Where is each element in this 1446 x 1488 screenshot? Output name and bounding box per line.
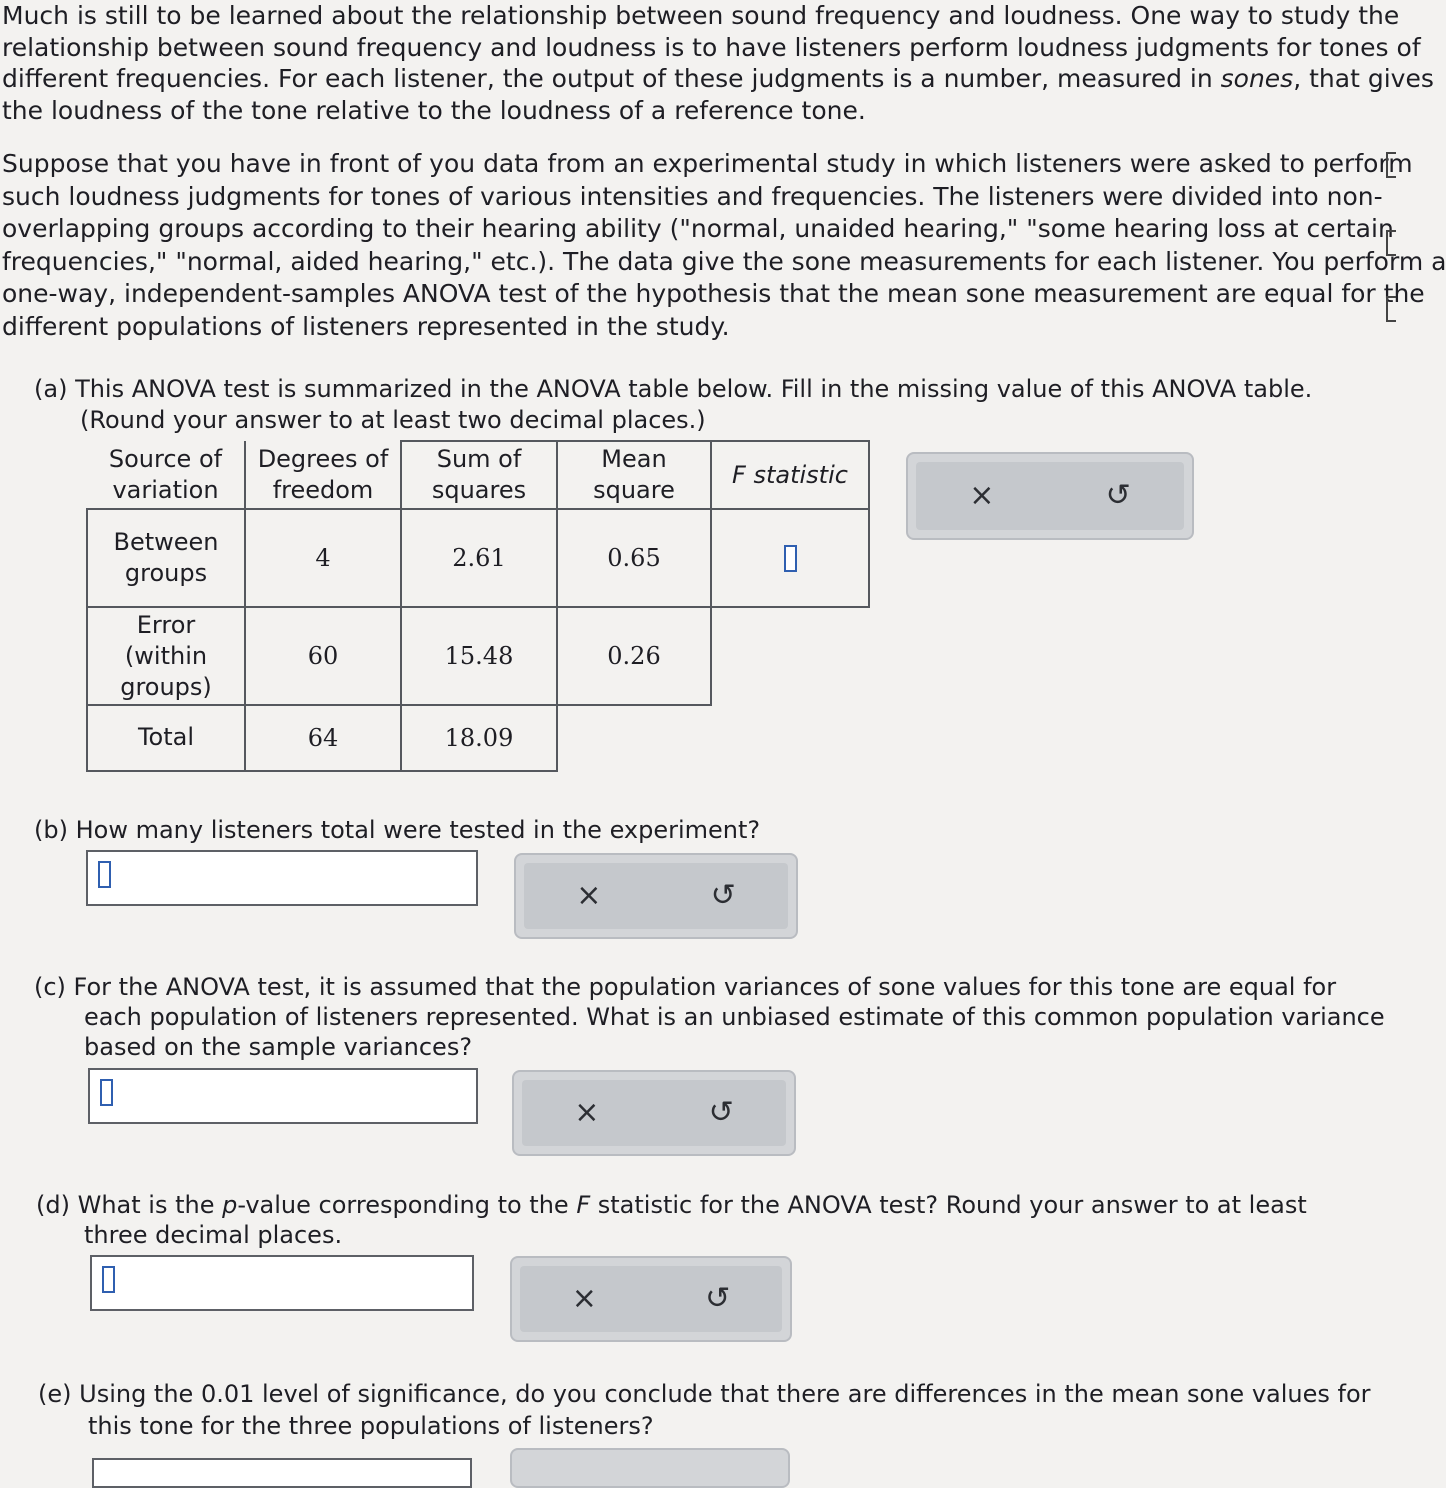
- part-c-toolbar: [512, 1070, 796, 1156]
- part-c-answer-input[interactable]: [88, 1068, 478, 1124]
- part-d-toolbar: [510, 1256, 792, 1342]
- clear-icon[interactable]: ×: [576, 878, 602, 913]
- part-e-question: (e) Using the 0.01 level of significance, do you conclude that there are differences in the mean sone values for this tone for the three populations of listeners?: [38, 1380, 1371, 1440]
- undo-icon[interactable]: ↺: [705, 1281, 731, 1316]
- part-d-answer-input[interactable]: [90, 1255, 474, 1311]
- header-source: Source of variation: [87, 441, 245, 509]
- undo-icon[interactable]: ↺: [708, 1095, 734, 1130]
- f-statistic-input[interactable]: [784, 545, 797, 572]
- part-a-question: (a) This ANOVA test is summarized in the ANOVA table below. Fill in the missing value of this ANOVA table. (Round your answer to at least two decimal places.): [34, 375, 1313, 434]
- table-row-error: [87, 607, 869, 705]
- undo-icon[interactable]: ↺: [710, 878, 736, 913]
- part-a-toolbar: [906, 452, 1194, 540]
- table-row-total: [87, 705, 869, 771]
- setup-paragraph: Suppose that you have in front of you data from an experimental study in which listeners were asked to perform such loudness judgments for tones of various intensities and frequencies. The listeners were divided into non- overlapping groups according to their hearing ability ("normal, unaided hearing," "some hearing loss at certain frequencies," "normal, aided hearing," etc.). The data give the sone measurements for each listener. You perform a one-way, independent-samples ANOVA test of the hypothesis that the mean sone measurement are equal for the different populations of listeners represented in the study.: [2, 149, 1446, 341]
- part-d-question: (d) What is the p-value corresponding to the F statistic for the ANOVA test? Round your answer to at least three decimal places.: [36, 1191, 1307, 1249]
- clear-icon[interactable]: ×: [969, 478, 995, 513]
- row-label: Error (within groups): [87, 607, 245, 705]
- row-label: Between groups: [87, 509, 245, 607]
- part-b-answer-input[interactable]: [86, 850, 478, 906]
- clear-icon[interactable]: ×: [571, 1281, 597, 1316]
- cell-df: 60: [245, 607, 401, 705]
- header-ms: Mean square: [557, 441, 711, 509]
- cell-ms: 0.65: [557, 509, 711, 607]
- part-b-toolbar: [514, 853, 798, 939]
- edge-bracket: [1386, 152, 1396, 178]
- cell-df: 4: [245, 509, 401, 607]
- cell-df: 64: [245, 705, 401, 771]
- header-f: F statistic: [711, 441, 869, 509]
- part-e-answer-input[interactable]: [92, 1458, 472, 1488]
- text-cursor: [98, 861, 111, 888]
- f-statistic-input-cell[interactable]: [711, 509, 869, 607]
- cell-ss: 2.61: [401, 509, 557, 607]
- intro-paragraph: Much is still to be learned about the relationship between sound frequency and loudness. One way to study the relationship between sound frequency and loudness is to have listeners perform loudness judgments for tones of different frequencies. For each listener, the output of these judgments is a number, measured in sones, that gives the loudness of the tone relative to the loudness of a reference tone.: [2, 1, 1434, 125]
- anova-table: [86, 440, 870, 772]
- part-e-toolbar: [510, 1448, 790, 1488]
- header-ss: Sum of squares: [401, 441, 557, 509]
- edge-bracket: [1386, 230, 1396, 256]
- cell-ms: 0.26: [557, 607, 711, 705]
- text-cursor: [102, 1266, 115, 1293]
- header-df: Degrees of freedom: [245, 441, 401, 509]
- table-row-between: [87, 509, 869, 607]
- clear-icon[interactable]: ×: [574, 1095, 600, 1130]
- edge-bracket: [1386, 296, 1396, 322]
- undo-icon[interactable]: ↺: [1105, 478, 1131, 513]
- text-cursor: [100, 1079, 113, 1106]
- cell-ss: 18.09: [401, 705, 557, 771]
- cell-ss: 15.48: [401, 607, 557, 705]
- row-label: Total: [87, 705, 245, 771]
- part-c-question: (c) For the ANOVA test, it is assumed that the population variances of sone values for this tone are equal for each population of listeners represented. What is an unbiased estimate of this common population variance based on the sample variances?: [34, 973, 1385, 1061]
- part-b-question: (b) How many listeners total were tested in the experiment?: [34, 816, 761, 844]
